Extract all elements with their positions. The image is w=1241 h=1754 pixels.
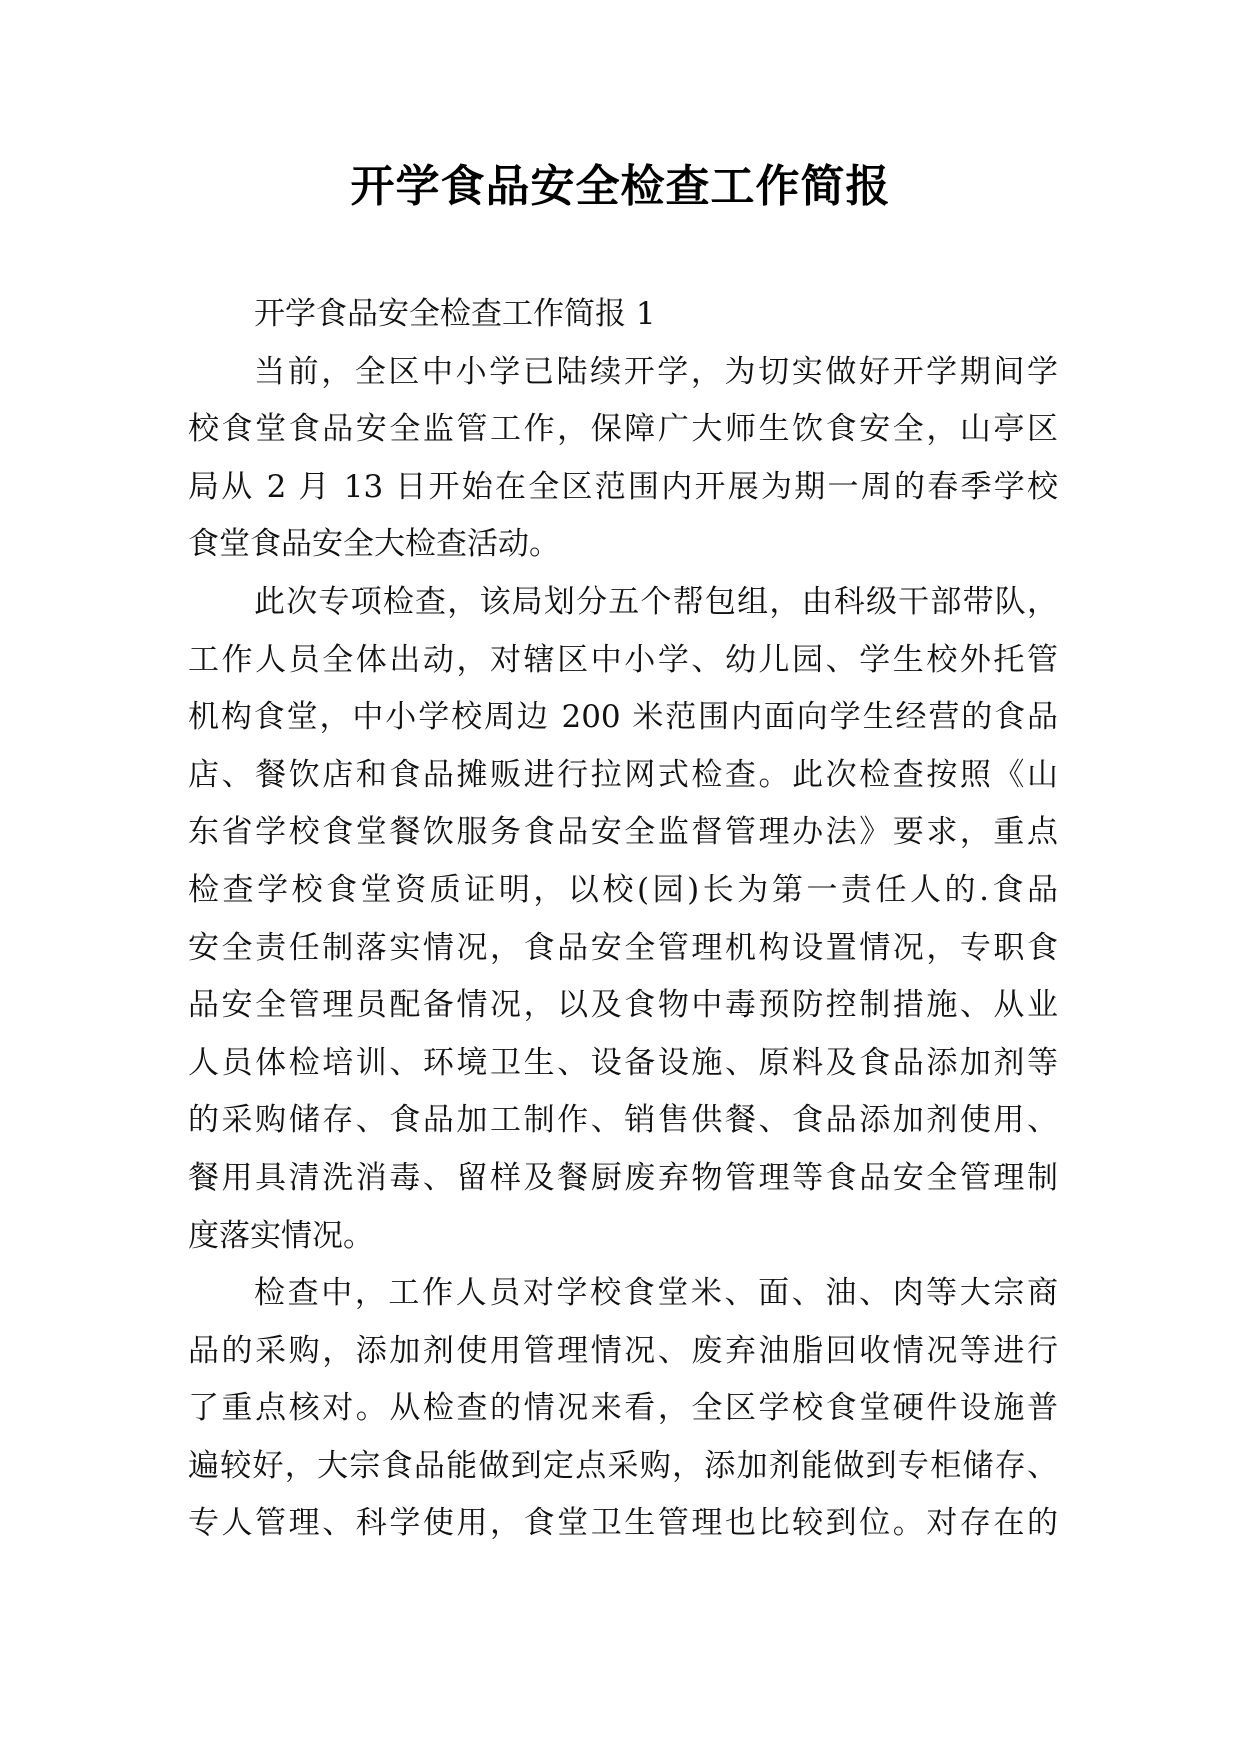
- text-line: 遍较好，大宗食品能做到定点采购，添加剂能做到专柜储存、: [188, 1447, 1058, 1484]
- text-line: 食堂食品安全大检查活动。: [188, 526, 560, 563]
- paragraph: [188, 574, 1058, 1265]
- paragraph: [188, 344, 1058, 574]
- text-line: 东省学校食堂餐饮服务食品安全监督管理办法》要求，重点: [188, 814, 1058, 851]
- text-line: 店、餐饮店和食品摊贩进行拉网式检查。此次检查按照《山: [188, 756, 1058, 793]
- text-line: 局从 2 月 13 日开始在全区范围内开展为期一周的春季学校: [188, 468, 1058, 505]
- text-line: 专人管理、科学使用，食堂卫生管理也比较到位。对存在的: [188, 1505, 1058, 1542]
- document-body: [188, 286, 1058, 1553]
- text-line: 品安全管理员配备情况，以及食物中毒预防控制措施、从业: [188, 987, 1058, 1024]
- text-line: 的采购储存、食品加工制作、销售供餐、食品添加剂使用、: [188, 1102, 1058, 1139]
- text-line: 安全责任制落实情况，食品安全管理机构设置情况，专职食: [188, 929, 1058, 966]
- paragraph: [188, 1265, 1058, 1553]
- text-line: 人员体检培训、环境卫生、设备设施、原料及食品添加剂等: [188, 1044, 1058, 1081]
- text-line: 校食堂食品安全监管工作，保障广大师生饮食安全，山亭区: [188, 411, 1058, 448]
- text-line: 餐用具清洗消毒、留样及餐厨废弃物管理等食品安全管理制: [188, 1159, 1058, 1196]
- text-line: 工作人员全体出动，对辖区中小学、幼儿园、学生校外托管: [188, 641, 1058, 678]
- text-line: 度落实情况。: [188, 1217, 374, 1254]
- text-line: 机构食堂，中小学校周边 200 米范围内面向学生经营的食品: [188, 699, 1058, 736]
- text-line: 当前，全区中小学已陆续开学，为切实做好开学期间学: [254, 353, 1058, 390]
- text-line: 检查学校食堂资质证明，以校(园)长为第一责任人的.食品: [188, 871, 1058, 908]
- text-line: 此次专项检查，该局划分五个帮包组，由科级干部带队，: [254, 583, 1058, 620]
- text-line: 了重点核对。从检查的情况来看，全区学校食堂硬件设施普: [188, 1390, 1058, 1427]
- section-subheading: 开学食品安全检查工作简报 1: [254, 296, 656, 332]
- text-line: 品的采购，添加剂使用管理情况、废弃油脂回收情况等进行: [188, 1332, 1058, 1369]
- document-title: 开学食品安全检查工作简报: [350, 161, 891, 212]
- text-line: 检查中，工作人员对学校食堂米、面、油、肉等大宗商: [254, 1275, 1058, 1312]
